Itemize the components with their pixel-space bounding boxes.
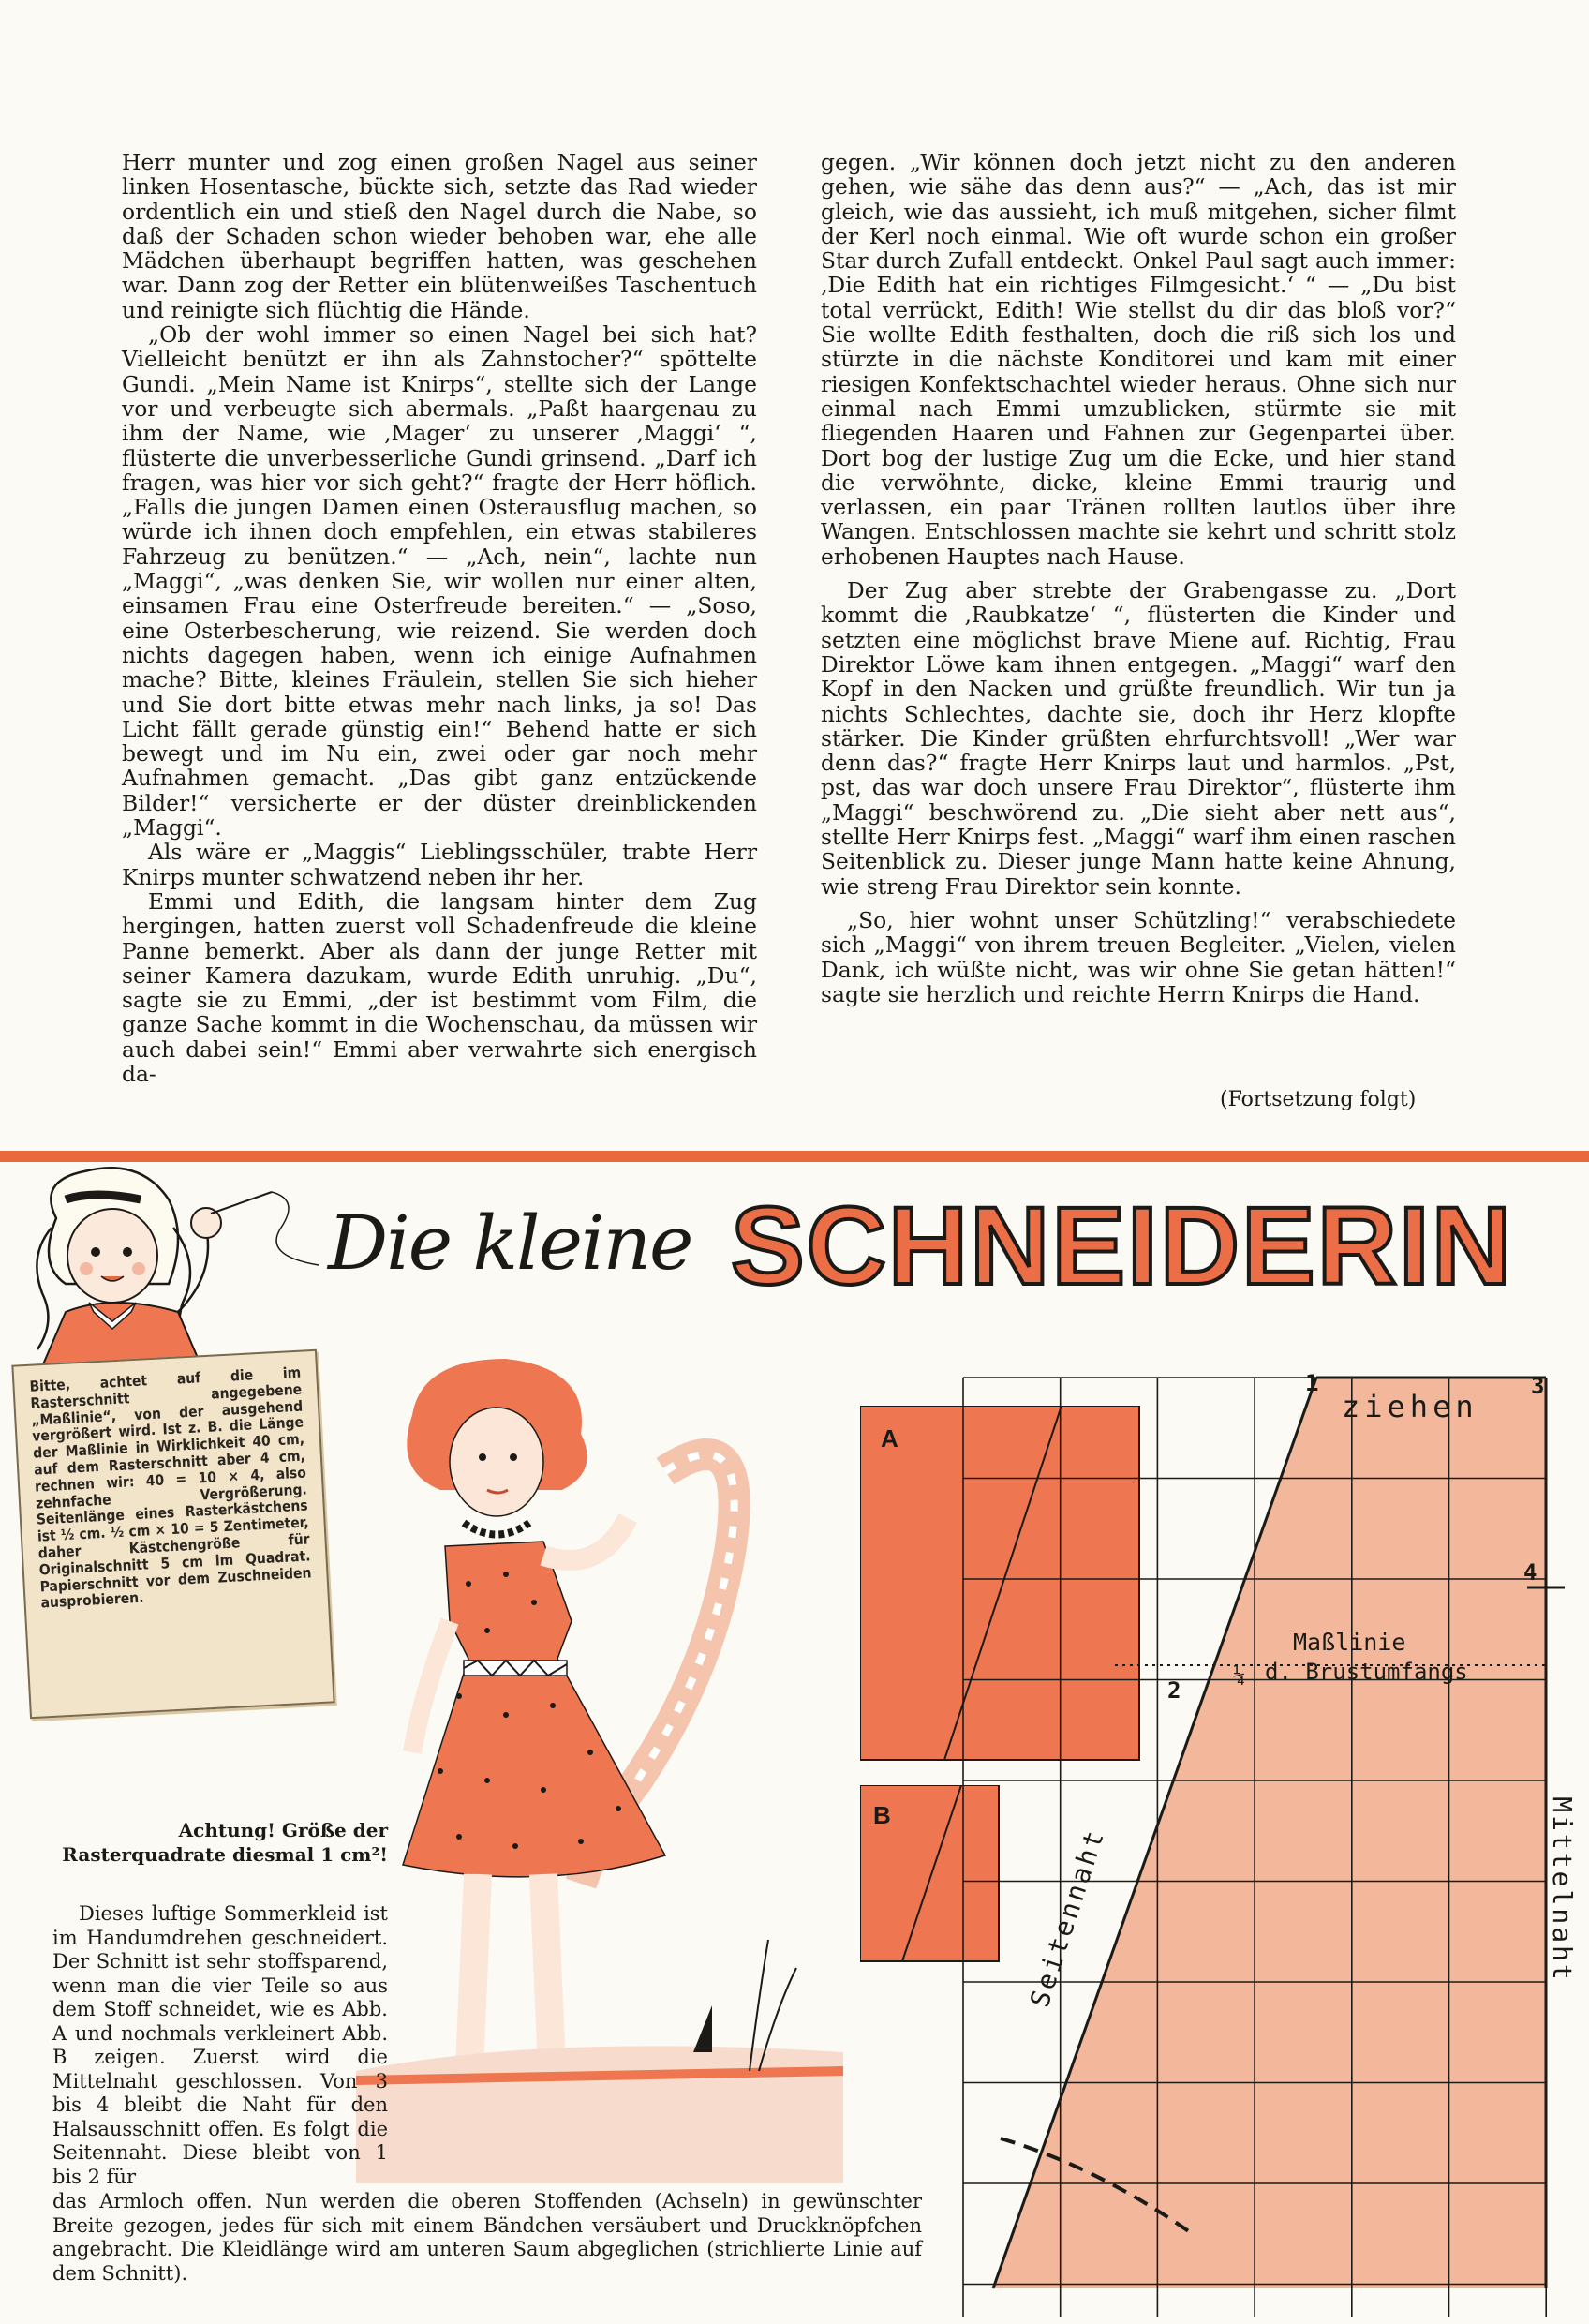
description-text: Dieses luftige Sommerkleid ist im Handumdrehen geschneidert. Der Schnitt ist sehr stoffsparend, wenn man die vier Teile so aus dem Stoff schneidet, wie es Abb. A und nochmals verkleinert Abb. B zeigen. Zuerst wird die Mittelnaht geschlossen. Von 3 bis 4 bleibt die Naht für den Halsausschnitt offen. Es folgt die Seitennaht. Diese bleibt von 1 bis 2 für (52, 1902, 388, 2188)
section-divider (0, 1151, 1589, 1162)
story-column-left (122, 150, 757, 1086)
instruction-note-text: Bitte, achtet auf die im Rasterschnitt angegebene „Maßlinie“, von der ausgehend vergrößert wird. Ist z. B. die Länge der Maßlinie in Wirklichkeit 40 cm, auf dem Rasterschnitt aber 4 cm, rechnen wir: 40 = 10 × 4, also zehnfache Vergrößerung. Seitenlänge eines Rasterkästchens ist ½ cm. ½ cm × 10 = 5 Zentimeter, daher Kästchengröße für Originalschnitt 5 cm im Quadrat. Papierschnitt vor dem Zuschneiden ausprobieren. (29, 1363, 312, 1612)
mittelnaht-label: Mittelnaht (1546, 1796, 1578, 1983)
continuation-note: (Fortsetzung folgt) (1220, 1088, 1417, 1111)
quarter-label: ¼ (1233, 1664, 1246, 1688)
size-warning: Achtung! Größe der Rasterquadrate diesmal 1 cm²! (62, 1819, 388, 1866)
story-paragraph: Als wäre er „Maggis“ Lieblingsschüler, trabte Herr Knirps munter schwatzend neben ihr her. (122, 839, 757, 890)
point-3-label: 3 (1531, 1373, 1545, 1399)
point-1-label: 1 (1305, 1370, 1319, 1396)
point-4-label: 4 (1523, 1559, 1537, 1586)
story-paragraph: „So, hier wohnt unser Schützling!“ verabschiedete sich „Maggi“ von ihrem treuen Begleiter. „Vielen, vielen Dank, ich wüßte nicht, was wir ohne Sie getan hätten!“ sagte sie herzlich und reichte Herrn Knirps die Hand. (821, 906, 1456, 1007)
description-continued: das Armloch offen. Nun werden die oberen Stoffenden (Achseln) in gewünschter Breite gezogen, jedes für sich mit einem Bändchen versäubert und Druckknöpfchen angebracht. Die Kleidlänge wird am unteren Saum abgeglichen (strichlierte Linie auf dem Schnitt). (52, 2190, 922, 2285)
sewing-girl-illustration (0, 1162, 337, 1378)
masslinie-label: Maßlinie (1293, 1629, 1406, 1656)
story-paragraph: Der Zug aber strebte der Grabengasse zu. „Dort kommt die ‚Raubkatze‘ “, flüsterten die Kinder und setzten eine möglichst brave Miene auf. Richtig, Frau Direktor Löwe kam ihnen entgegen. „Maggi“ warf den Kopf in den Nacken und grüßte freundlich. Wir tun ja nichts Schlechtes, dachte sie, doch ihr Herz klopfte stärker. Die Kinder grüßten ehrfurchtsvoll! „Wer war denn das?“ fragte Herr Knirps laut und harmlos. „Pst, pst, das war doch unsere Frau Direktor“, flüsterte ihm „Maggi“ beschwörend zu. „Die sieht aber nett aus“, stellte Herr Knirps fest. „Maggi“ warf ihm einen raschen Seitenblick zu. Dieser junge Mann hatte keine Ahnung, wie streng Frau Direktor sein konnte. (821, 577, 1456, 900)
ziehen-label: ziehen (1342, 1389, 1478, 1424)
story-paragraph: gegen. „Wir können doch jetzt nicht zu den anderen gehen, wie sähe das denn aus?“ — „Ach, das ist mir gleich, wie das aussieht, ich muß mitgehen, sicher filmt der Kerl noch einmal. Wie oft wurde schon ein großer Star durch Zufall entdeckt. Onkel Paul sagt auch immer: ‚Die Edith hat ein richtiges Filmgesicht.‘ “ — „Du bist total verrückt, Edith! Wie stellst du dir das bloß vor?“ Sie wollte Edith festhalten, doch die riß sich los und stürzte in die nächste Konditorei und kam mit einer riesigen Konfektschachtel wieder heraus. Ohne sich nur einmal nach Emmi umzublicken, stürmte sie mit fliegenden Haaren und Fahnen zur Gegenpartei über. Dort bog der lustige Zug um die Ecke, und hier stand die verwöhnte, dicke, kleine Emmi traurig und verlassen, ein paar Tränen rollten lautlos über ihre Wangen. Entschlossen machte sie kehrt und schritt stolz erhobenen Hauptes nach Hause. (821, 149, 1456, 570)
description-column (52, 1902, 388, 2189)
pattern-a-label: A (881, 1424, 898, 1452)
seitennaht-label: Seitennaht (1023, 1824, 1111, 2012)
story-paragraph: Emmi und Edith, die langsam hinter dem Zug hergingen, hatten zuerst voll Schadenfreude die kleine Panne bemerkt. Aber als dann der junge Retter mit seiner Kamera dazukam, wurde Edith unruhig. „Du“, sagte sie zu Emmi, „der ist bestimmt vom Film, die ganze Sache kommt in die Wochenschau, da müssen wir auch dabei sein!“ Emmi aber verwahrte sich energisch da- (122, 887, 757, 1087)
header-title-script: Die kleine (328, 1199, 692, 1287)
pattern-b-label: B (873, 1801, 891, 1829)
brustumfang-label: d. Brustumfangs (1265, 1659, 1468, 1685)
story-paragraph: Herr munter und zog einen großen Nagel aus seiner linken Hosentasche, bückte sich, setzte das Rad wieder ordentlich ein und stieß den Nagel durch die Nabe, so daß der Schaden schon wieder behoben war, ehe alle Mädchen überhaupt begriffen hatten, was geschehen war. Dann zog der Retter ein blütenweißes Taschentuch und reinigte sich flüchtig die Hände. (122, 149, 757, 323)
instruction-note-sign (11, 1349, 334, 1720)
girl-in-dress-illustration (356, 1359, 843, 2183)
point-2-label: 2 (1167, 1677, 1181, 1704)
header-title-bold: SCHNEIDERIN (731, 1184, 1513, 1308)
story-column-right (821, 150, 1456, 1006)
main-pattern-grid (956, 1370, 1574, 2324)
story-paragraph: „Ob der wohl immer so einen Nagel bei sich hat? Vielleicht benützt er ihn als Zahnstocher?“ spöttelte Gundi. „Mein Name ist Knirps“, stellte sich der Lange vor und verbeugte sich abermals. „Paßt haargenau zu ihm der Name, wie ‚Mager‘ zu unserer ‚Maggi‘ “, flüsterte die unverbesserliche Gundi grinsend. „Darf ich fragen, was hier vor sich geht?“ fragte der Herr höflich. „Falls die jungen Damen einen Osterausflug machen, so würde ich ihnen doch empfehlen, ein etwas stabileres Fahrzeug zu benützen.“ — „Ach, nein“, lachte nun „Maggi“, „was denken Sie, wir wollen nur einer alten, einsamen Frau eine Osterfreude bereiten.“ — „Soso, eine Osterbescherung, wie reizend. Sie werden doch nichts dagegen haben, wenn ich einige Aufnahmen mache? Bitte, kleines Fräulein, stellen Sie sich hieher und Sie dort bitte etwas mehr nach links, ja so! Das Licht fällt gerade günstig ein!“ Behend hatte er sich bewegt und im Nu ein, zwei oder gar noch mehr Aufnahmen gemacht. „Das gibt ganz entzückende Bilder!“ versicherte er der düster dreinblickenden „Maggi“. (122, 321, 757, 842)
